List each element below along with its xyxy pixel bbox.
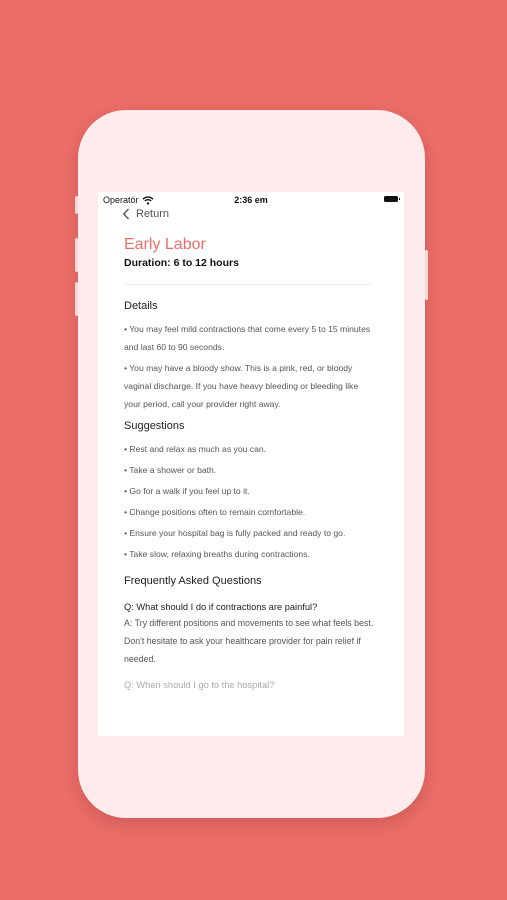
suggestion-item: • Ensure your hospital bag is fully packed and ready to go. — [124, 528, 346, 538]
faq-answer: A: Try different positions and movements to see what feels best. Don't hesitate to ask your healthcare provider for pain relief if needed. — [124, 618, 374, 664]
faq-question: Q: What should I do if contractions are painful? — [124, 602, 318, 612]
content-scroll[interactable] — [124, 300, 376, 690]
carrier-label: Operatör — [103, 195, 139, 205]
details-item: • You may feel mild contractions that come every 5 to 15 minutes and last 60 to 90 seconds. — [124, 324, 371, 352]
page-title: Early Labor — [124, 236, 206, 253]
back-button[interactable] — [122, 208, 169, 220]
chevron-left-icon — [122, 208, 130, 220]
suggestion-item: • Rest and relax as much as you can. — [124, 444, 267, 454]
suggestions-heading: Suggestions — [124, 420, 185, 432]
phone-side-button — [75, 196, 78, 214]
suggestion-item: • Change positions often to remain comfortable. — [124, 507, 306, 517]
battery-icon — [384, 196, 398, 202]
divider — [124, 284, 372, 285]
suggestion-item: • Go for a walk if you feel up to it. — [124, 486, 250, 496]
phone-volume-down — [75, 282, 78, 316]
status-time: 2:36 em — [234, 195, 268, 205]
suggestion-item: • Take slow, relaxing breaths during contractions. — [124, 549, 310, 559]
phone-volume-up — [75, 238, 78, 272]
faq-question-partial: Q: When should I go to the hospital? — [124, 680, 275, 690]
back-button-label: Return — [136, 208, 170, 220]
phone-power-button — [425, 250, 428, 300]
duration-text: Duration: 6 to 12 hours — [124, 257, 239, 269]
faq-heading: Frequently Asked Questions — [124, 575, 262, 587]
details-item: • You may have a bloody show. This is a pink, red, or bloody vaginal discharge. If you have heavy bleeding or bleeding like your period, call your provider right away. — [124, 363, 359, 409]
suggestion-item: • Take a shower or bath. — [124, 465, 217, 475]
app-screen — [98, 192, 404, 736]
details-heading: Details — [124, 300, 158, 312]
status-bar — [98, 192, 404, 208]
